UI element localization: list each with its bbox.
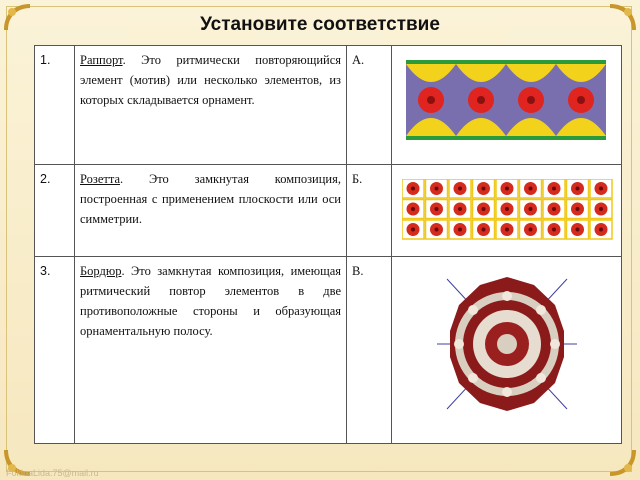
- term-link: Раппорт: [80, 53, 123, 67]
- image-cell: [392, 46, 622, 165]
- row-number: 3.: [35, 257, 75, 444]
- row-number: 2.: [35, 165, 75, 257]
- definition-cell: [75, 165, 347, 257]
- page-title: Установите соответствие: [200, 14, 440, 35]
- rosette-icon: [437, 269, 577, 419]
- table-row: [35, 165, 622, 257]
- image-cell: [392, 165, 622, 257]
- row-number: 1.: [35, 46, 75, 165]
- term-link: Розетта: [80, 172, 121, 186]
- definition-text: . Это замкнутая композиция, построенная с применением плоскости или оси симметрии.: [80, 172, 341, 226]
- definition-text: . Это замкнутая композиция, имеющая ритмический повтор элементов в две противоположные стороны и образующая орнаментальную полосу.: [80, 264, 341, 338]
- answer-letter: В.: [347, 257, 392, 444]
- answer-letter: А.: [347, 46, 392, 165]
- matching-table: [34, 45, 622, 444]
- answer-letter: Б.: [347, 165, 392, 257]
- tile-grid-icon: [402, 179, 614, 241]
- watermark: FokinaLida.75@mail.ru: [6, 468, 99, 478]
- definition-text: . Это ритмически повторяющийся элемент (мотив) или несколько элементов, из которых складывается орнамент.: [80, 53, 341, 107]
- definition-cell: [75, 46, 347, 165]
- term-link: Бордюр: [80, 264, 122, 278]
- table-row: [35, 257, 622, 444]
- image-cell: [392, 257, 622, 444]
- table-row: [35, 46, 622, 165]
- definition-cell: [75, 257, 347, 444]
- corner-ornament-icon: [608, 448, 638, 478]
- ornament-strip-icon: [406, 60, 606, 140]
